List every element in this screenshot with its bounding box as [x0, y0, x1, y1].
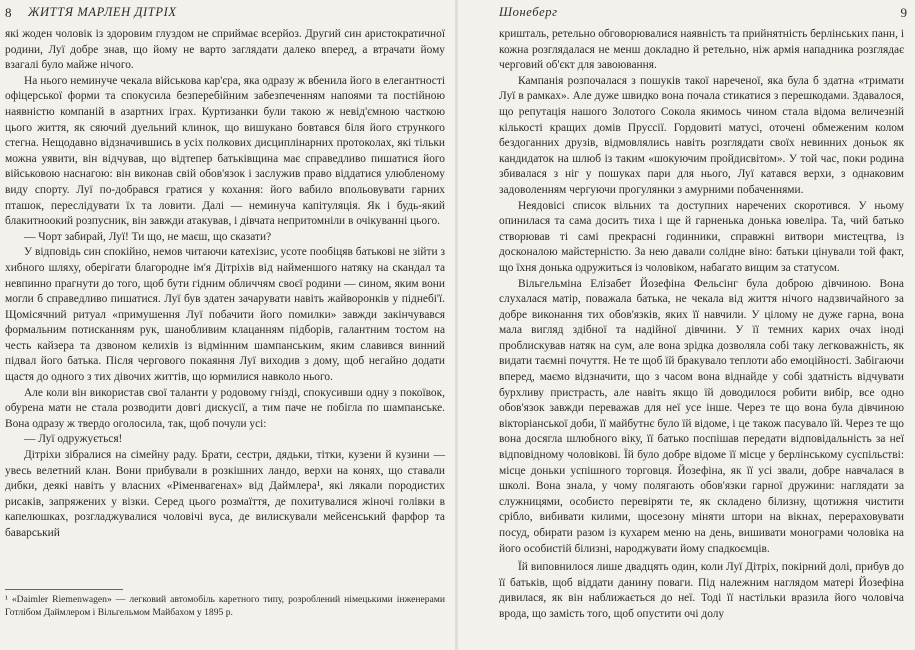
paragraph: Їй виповнилося лише двадцять один, коли Луї Дітріх, покірний долі, прибув до її батьків, щоб віддати данину поваги. Під належним наглядом матері Йозефіна дивилася, як він наближається до неї. Тоді її настільки вразила його чоловіча врода, що замість того, щоб опустити очі долу [499, 561, 904, 620]
paragraph: На нього неминуче чекала військова кар'єра, яка одразу ж вбенила його в елегантності офіцерської форми та спокусила безперебійним забезпеченням напоями та постійною наявністю компаній в азартних іграх. Куртизанки були такою ж невід'ємною часткою цього життя, як сяючий дуельний клинок, що вишукано бовтався біля його стрункого стегна. Нещодавно відзначившись в усіх полкових дисциплінарних протоколах, які тільки можна уявити, він відчував, що відтепер батьківщина має справедливо пишатися його військовою наснагою: він виконав свій обов'язок і заслужив право віддатися улюбленому виду спорту. Луї по-добрався гратися у кохання: його вабило впольовувати гарних пташок, переслідувати їх та ловити. Далі — неминуча капітуляція. Як і будь-який блакитноокий розпусник, він завжди атакував, і дівчата непритомніли в очікуванні цього. [5, 74, 445, 228]
left-page [0, 0, 455, 650]
page-number: 9 [900, 5, 907, 20]
paragraph: У відповідь син спокійно, немов читаючи катехізис, усоте пообіцяв батькові не зійти з хибного шляху, оберігати благородне ім'я Дітріхів від найменшого натяку на скандал та невпинно прагнути до того, щоб бути гідним обличчям своєї родини — сином, яким вони могли б справедливо пишатися. Луї був здатен зачарувати навіть жайворонків у піднебі'ї. Щомісячний ритуал «примушення Луї побачити його помилки» завжди закінчувався формальним потисканням рук, шанобливим клацанням підборів, галантним тостом на честь кайзера та дзвоном келихів із відмінним шампанським, яким славився винний підвал його батька. Після чергового покаяння Луї виходив з дому, щоб негайно додати щастя до одного з тих дівочих життів, що юрмилися навколо нього. [5, 246, 445, 384]
paragraph: — Луї одружується! [24, 433, 123, 446]
paragraph: які жоден чоловік із здоровим глуздом не сприймає всерйоз. Другий син аристократичної родини, Луї добре знав, що йому не варто заглядати далеко вперед, а втрачати йому взагалі було майже нічого. [5, 28, 445, 72]
paragraph: — Чорт забирай, Луї! Ти що, не маєш, що сказати? [24, 230, 272, 243]
footnote: ¹ «Daimler Riemenwagen» — легковий автомобіль каретного типу, розроблений німецькими інженерами Готлібом Даймлером і Вільгельмом Майбахом у 1895 р. [5, 594, 445, 618]
body-text [499, 27, 904, 623]
paragraph: Дітріхи зібралися на сімейну раду. Брати, сестри, дядьки, тітки, кузени й кузини — увесь велетний клан. Вони прибували в розкішних ландо, верхи на конях, що ставали дибки, деякі навіть у власних «Ріменвагенах» від Даймлера¹, які лякали породистих рисаків, запряжених у візки. Серед цього розмаїття, де похитувалися жіночі голівки в капелюшках, розгладжувалися чоловічі вуса, де вилискували мейсенський фарфор та баварський [5, 449, 445, 539]
paragraph: Неядовісі список вільних та доступних наречених скоротився. У ньому опинилася та сама досить тиха і ще й гарненька донька ювеліра. Та, чий батько створював ті самі прекрасні годинники, справжні витвори мистецтва, із досконалою майстерністю. За нею давали солідне віно: батьки цінували той факт, що їхня донька одружиться із чоловіком, набагато вищим за статусом. [499, 199, 904, 274]
paragraph: кришталь, ретельно обговорювалися наявність та прийнятність берлінських панн, і кожна розглядалася не менш докладно й ретельно, ніж армія нападника розглядає черговий об'єкт для завоювання. [499, 28, 904, 72]
paragraph: Кампанія розпочалася з пошуків такої нареченої, яка була б здатна «тримати Луї в рамках». Але дуже швидко вона почала стикатися з перешкодами. Здавалося, що репутація нашого Золотого Сокола якимось чином стала відома величезній кількості кращих домів Пруссії. Гордовиті матусі, оточені обмеженим колом бездоганних друзів, відмовлялись навіть розглядати своїх невинних доньок як кандидаток на шлюб із таким «шокуючим пройдисвітом». У той час, поки родина збивалася з ніг у пошуках пари для нього, Луї катався верхи, з однаковим задоволенням чергуючи прогулянки з амурними побаченнями. [499, 74, 904, 196]
paragraph: Але коли він використав свої таланти у родовому гнізді, спокусивши одну з покоївок, обурена мати не стала розводити довгі дискусії, а тим паче не побігла по шампанське. Вона одразу ж твердо оголосила, так, щоб почули усі: [5, 386, 445, 430]
running-head: Шонеберг [499, 5, 558, 19]
right-page [458, 0, 915, 650]
footnote-rule [5, 589, 123, 590]
running-head: ЖИТТЯ МАРЛЕН ДІТРІХ [28, 5, 177, 19]
paragraph: Вільгельміна Елізабет Йозефіна Фельсінг була доброю дівчиною. Вона слухалася матір, поважала батька, не чекала від життя нічого надзвичайного за добре виконання тих обов'язків, яких її навчили. У цілому не дуже гарна, вона мала вигляд здібної та надійної дівчини. У її темних карих очах іноді проблискував натяк на сум, але вона зрідка дозволяла собі таку легковажність, як видати таємні почуття. Не те щоб їй бракувало теплоти або емоційності. Забігаючи вперед, маємо відзначити, що з часом вона віднайде у собі здатність відчувати бурхливу пристрасть, але навіть якщо їй доводилося робити вибір, все одно обов'язок завжди переважав для неї усе інше. Через те що вона була дівчиною вікторіанської доби, її майбутнє було їй відоме, і це також пасувало їй. Через те що вона досягла шлюбного віку, її батько поспішав передати відповідальність за неї відповідному чоловікові. Їй було добре відоме її місце у берлінському суспільстві: місце доньки успішного торговця. Йозефіна, як її усі звали, добре навчалася в школі. Вона знала, у чому полягають обов'язки гарної дружини: наглядати за служницями, особисто перевіряти те, як складено білизну, щотижня чистити срібло, вибивати килими, щосезону міняти штори на вікнах, перераховувати посуд, обирати разом із кухарем меню на день, вишивати монограми чоловіка на його особистій білизні, народжувати йому спадкоємців. [499, 277, 904, 555]
page-number: 8 [5, 5, 12, 20]
body-text [5, 27, 445, 542]
